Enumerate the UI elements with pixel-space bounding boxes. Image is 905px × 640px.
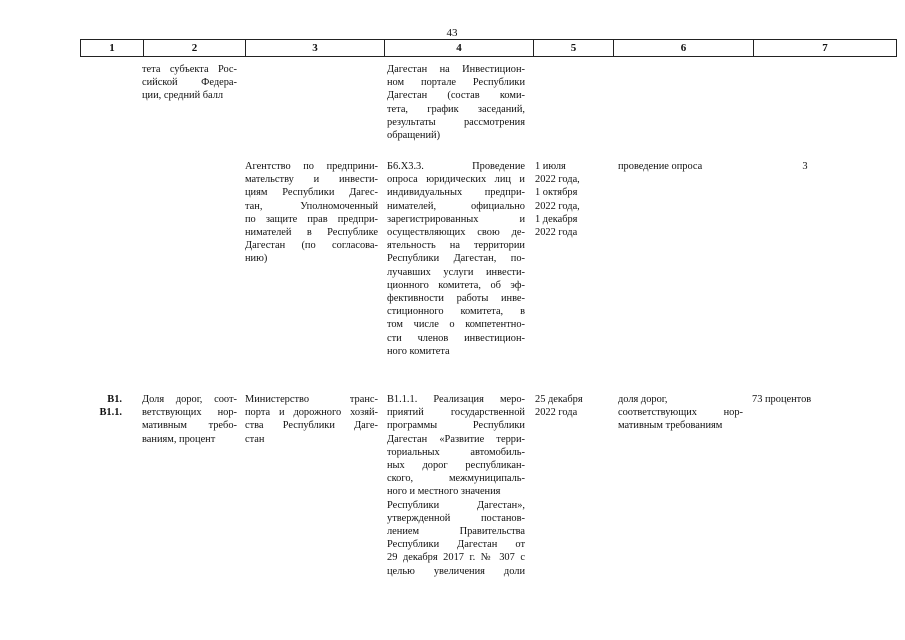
text-line: Б6.Х3.3. Проведение	[387, 161, 525, 172]
text-line: мативным требованиям	[618, 420, 723, 432]
b6-value: 3	[802, 161, 808, 172]
text-line: 2022 года	[535, 407, 578, 419]
b1-result	[618, 393, 743, 433]
text-line: 1 июля	[535, 161, 566, 172]
text-line: доля дорог,	[618, 394, 668, 405]
b6-result: проведение опроса	[618, 161, 703, 172]
text-line: Агентство по предприни-	[245, 161, 378, 172]
b1-activity	[387, 393, 525, 578]
text-line: Дагестан на Инвестицион-	[387, 64, 525, 75]
header-col-3: 3	[245, 40, 384, 56]
header-col-5: 5	[533, 40, 613, 56]
b1-indicator-name	[142, 393, 237, 446]
text-line: 29 декабря 2017 г. № 307 с	[387, 552, 525, 564]
text-line: Дагестан (состав коми-	[387, 90, 525, 102]
text-line: Республики Дагестан»,	[387, 499, 525, 511]
text-line: ториальных автомобиль-	[387, 446, 525, 458]
text-line: стиционного комитета, в	[387, 306, 525, 318]
text-line: 2022 года,	[535, 174, 580, 186]
text-line: ветствующих нор-	[142, 407, 237, 419]
text-line: 1 октября	[535, 187, 578, 199]
text-line: ваниям, процент	[142, 433, 216, 445]
page-number: 43	[446, 27, 458, 39]
text-line: В1.1.	[99, 407, 122, 419]
b1-deadline	[535, 393, 595, 419]
text-line: 2022 года	[535, 227, 578, 239]
text-line: программы Республики	[387, 420, 525, 432]
text-line: ционного комитета, об эф-	[387, 279, 525, 291]
text-line: результаты рассмотрения	[387, 116, 525, 128]
text-line: том числе о компетентно-	[387, 319, 525, 331]
text-line: сийской Федера-	[142, 77, 237, 89]
header-col-2: 2	[143, 40, 245, 56]
text-line: В1.1.1. Реализация меро-	[387, 394, 525, 405]
text-line: фективности работы инве-	[387, 293, 525, 305]
text-line: Министерство транс-	[245, 394, 378, 405]
text-line: по защите прав предпри-	[245, 213, 378, 225]
b6-responsible	[245, 160, 378, 266]
text-line: ции, средний балл	[142, 90, 224, 102]
text-line: индивидуальных предпри-	[387, 187, 525, 199]
text-line: 25 декабря	[535, 394, 583, 405]
text-line: лучавших услуги инвести-	[387, 266, 525, 278]
b6-activity	[387, 160, 525, 358]
text-line: мательству и инвести-	[245, 174, 378, 186]
text-line: тета, график заседаний,	[387, 103, 525, 115]
continuation-activity	[387, 63, 525, 142]
header-col-6: 6	[613, 40, 753, 56]
text-line: целью увеличения доли	[387, 565, 525, 577]
text-line: Дагестан (по согласова-	[245, 240, 378, 252]
text-line: нимателей, официально	[387, 200, 525, 212]
text-line: Республики Дагестан от	[387, 539, 525, 551]
text-line: тета субъекта Рос-	[142, 64, 237, 75]
text-line: осуществляющих свою де-	[387, 227, 525, 239]
text-line: опроса юридических лиц и	[387, 174, 525, 186]
text-line: нимателей в Республике	[245, 227, 378, 239]
text-line: соответствующих нор-	[618, 407, 743, 419]
text-line: утвержденной постанов-	[387, 512, 525, 524]
text-line: зарегистрированных и	[387, 213, 525, 225]
text-line: циям Республики Дагес-	[245, 187, 378, 199]
text-line: тан, Уполномоченный	[245, 200, 378, 212]
text-line: ном портале Республики	[387, 77, 525, 89]
text-line: ного и местного значения	[387, 486, 501, 498]
text-line: нию)	[245, 253, 268, 265]
b1-responsible	[245, 393, 378, 446]
header-col-7: 7	[753, 40, 896, 56]
text-line: ства Республики Даге-	[245, 420, 378, 432]
text-line: обращений)	[387, 130, 441, 142]
text-line: 2022 года,	[535, 200, 580, 212]
text-line: ятельность на территории	[387, 240, 525, 252]
text-line: ных дорог республикан-	[387, 460, 525, 472]
header-col-1: 1	[109, 42, 115, 54]
text-line: сти членов инвестицион-	[387, 332, 525, 344]
b1-value: 73 процентов	[752, 394, 812, 405]
b1-code	[80, 393, 122, 419]
continuation-indicator-name	[142, 63, 237, 103]
text-line: мативным требо-	[142, 420, 237, 432]
text-line: порта и дорожного хозяй-	[245, 407, 378, 419]
text-line: 1 декабря	[535, 213, 578, 225]
text-line: В1.	[107, 394, 122, 405]
text-line: лением Правительства	[387, 526, 525, 538]
text-line: ного комитета	[387, 345, 450, 357]
header-col-4: 4	[384, 40, 533, 56]
text-line: Доля дорог, соот-	[142, 394, 237, 405]
text-line: стан	[245, 433, 265, 445]
b6-deadline	[535, 160, 595, 239]
text-line: приятий государственной	[387, 407, 525, 419]
text-line: ского, межмуниципаль-	[387, 473, 525, 485]
text-line: Дагестан «Развитие терри-	[387, 433, 525, 445]
table-header-row	[80, 39, 897, 57]
text-line: Республики Дагестан, по-	[387, 253, 525, 265]
